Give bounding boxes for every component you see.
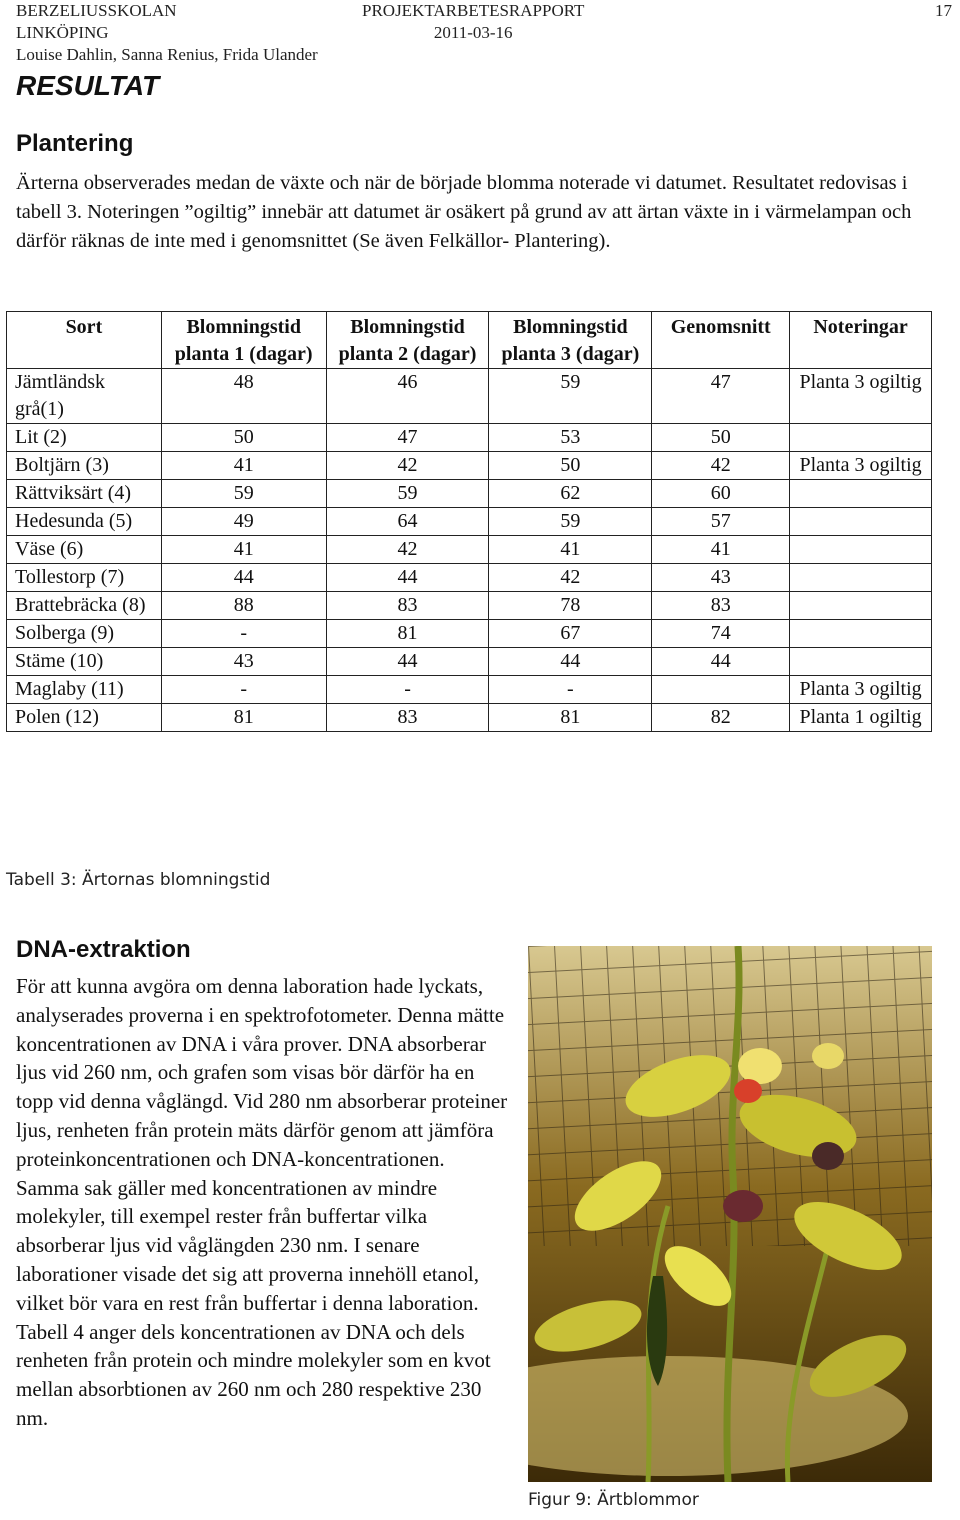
table-row [7,676,932,704]
cell-planta-1: 43 [161,648,326,676]
cell-sort: Rättviksärt (4) [7,480,162,508]
cell-planta-1: 44 [161,564,326,592]
cell-genomsnitt: 83 [652,592,790,620]
cell-sort: Polen (12) [7,704,162,732]
cell-sort: Solberga (9) [7,620,162,648]
pea-flower-photo [528,946,932,1482]
bloom-time-table [6,311,932,732]
header-left [16,0,318,66]
cell-sort: Tollestorp (7) [7,564,162,592]
dna-paragraph: För att kunna avgöra om denna laboration hade lyckats, analyserades proverna i en spektrofotometer. Denna mätte koncentrationen av DNA i våra prover. DNA absorberar ljus vid 260 nm, och grafen som visas bör därför ha en topp vid denna våglängd. Vid 280 nm absorberar proteiner ljus, renheten från protein mäts därför genom att jämföra proteinkoncentrationen och DNA-koncentrationen. Samma sak gäller med koncentrationen av mindre molekyler, till exempel rester från buffertar vilka absorberar ljus vid våglängden 230 nm. I senare laborationer visade det sig att proverna innehöll etanol, vilket bör vara en rest från buffertar i denna laboration. Tabell 4 anger dels koncentrationen av DNA och dels renheten från protein och mindre molekyler som en kvot mellan absorbtionen av 260 nm och 280 respektive 230 nm. [16,974,508,1430]
table-row [7,480,932,508]
cell-genomsnitt: 41 [652,536,790,564]
cell-noteringar [790,508,932,536]
cell-planta-2: 64 [326,508,489,536]
table-caption: Tabell 3: Ärtornas blomningstid [6,870,271,890]
table-row [7,648,932,676]
cell-planta-2: 42 [326,536,489,564]
figure-caption: Figur 9: Ärtblommor [528,1490,699,1510]
cell-noteringar: Planta 3 ogiltig [790,452,932,480]
cell-planta-3: 53 [489,424,652,452]
header-planta-1: Blomningstid planta 1 (dagar) [161,312,326,369]
page-number: 17 [935,1,952,20]
cell-planta-2: 81 [326,620,489,648]
table-row [7,592,932,620]
table-body [7,369,932,732]
cell-planta-2: - [326,676,489,704]
header-sort: Sort [7,312,162,369]
header-middle [362,0,584,44]
cell-planta-2: 44 [326,564,489,592]
cell-sort: Stäme (10) [7,648,162,676]
cell-genomsnitt [652,676,790,704]
cell-planta-2: 83 [326,592,489,620]
cell-planta-3: 67 [489,620,652,648]
cell-planta-1: - [161,620,326,648]
cell-genomsnitt: 82 [652,704,790,732]
cell-planta-3: 44 [489,648,652,676]
cell-noteringar [790,480,932,508]
pea-flower-illustration [528,946,932,1482]
cell-planta-3: 59 [489,369,652,424]
cell-planta-2: 46 [326,369,489,424]
cell-genomsnitt: 60 [652,480,790,508]
cell-planta-3: 59 [489,508,652,536]
table-row [7,369,932,424]
plantering-heading: Plantering [16,130,134,157]
cell-planta-3: 42 [489,564,652,592]
cell-planta-1: 41 [161,452,326,480]
table-row [7,620,932,648]
cell-planta-1: 41 [161,536,326,564]
cell-genomsnitt: 74 [652,620,790,648]
cell-sort: Maglaby (11) [7,676,162,704]
table-row [7,424,932,452]
cell-genomsnitt: 44 [652,648,790,676]
cell-noteringar: Planta 1 ogiltig [790,704,932,732]
cell-planta-3: 41 [489,536,652,564]
cell-planta-3: - [489,676,652,704]
header-planta-3: Blomningstid planta 3 (dagar) [489,312,652,369]
cell-planta-2: 42 [326,452,489,480]
cell-noteringar [790,592,932,620]
cell-planta-2: 47 [326,424,489,452]
cell-planta-2: 83 [326,704,489,732]
cell-genomsnitt: 57 [652,508,790,536]
dna-heading: DNA-extraktion [16,936,191,963]
cell-planta-1: 50 [161,424,326,452]
cell-planta-1: 81 [161,704,326,732]
table-row [7,564,932,592]
cell-planta-3: 62 [489,480,652,508]
cell-planta-2: 59 [326,480,489,508]
cell-planta-3: 81 [489,704,652,732]
section-title: RESULTAT [16,70,160,101]
table-row [7,704,932,732]
cell-sort: Brattebräcka (8) [7,592,162,620]
cell-planta-2: 44 [326,648,489,676]
cell-sort: Lit (2) [7,424,162,452]
cell-noteringar: Planta 3 ogiltig [790,676,932,704]
header-planta-2: Blomningstid planta 2 (dagar) [326,312,489,369]
cell-genomsnitt: 47 [652,369,790,424]
cell-genomsnitt: 43 [652,564,790,592]
cell-planta-1: 48 [161,369,326,424]
cell-noteringar [790,564,932,592]
cell-planta-1: 49 [161,508,326,536]
header-authors: Louise Dahlin, Sanna Renius, Frida Ulander [16,45,318,64]
cell-planta-3: 50 [489,452,652,480]
cell-planta-1: 88 [161,592,326,620]
table-row [7,452,932,480]
cell-planta-1: - [161,676,326,704]
header-noteringar: Noteringar [790,312,932,369]
cell-noteringar [790,648,932,676]
header-report-type: PROJEKTARBETESRAPPORT [362,1,585,20]
cell-sort: Jämtländsk grå(1) [7,369,162,424]
cell-planta-1: 59 [161,480,326,508]
cell-noteringar: Planta 3 ogiltig [790,369,932,424]
header-genomsnitt: Genomsnitt [652,312,790,369]
plantering-paragraph: Ärterna observerades medan de växte och när de började blomma noterade vi datumet. Resultatet redovisas i tabell 3. Noteringen ”ogiltig” innebär att datumet är osäkert på grund av att ärtan växte in i värmelampan och därför räknas de inte med i genomsnittet (Se även Felkällor- Plantering). [16,172,912,252]
cell-sort: Väse (6) [7,536,162,564]
cell-noteringar [790,620,932,648]
cell-sort: Boltjärn (3) [7,452,162,480]
table-header-row [7,312,932,369]
cell-genomsnitt: 50 [652,424,790,452]
header-school: BERZELIUSSKOLAN [16,1,177,20]
cell-noteringar [790,424,932,452]
cell-planta-3: 78 [489,592,652,620]
table-row [7,508,932,536]
cell-noteringar [790,536,932,564]
header-date: 2011-03-16 [433,23,513,42]
table-row [7,536,932,564]
header-city: LINKÖPING [16,23,109,42]
cell-genomsnitt: 42 [652,452,790,480]
cell-sort: Hedesunda (5) [7,508,162,536]
